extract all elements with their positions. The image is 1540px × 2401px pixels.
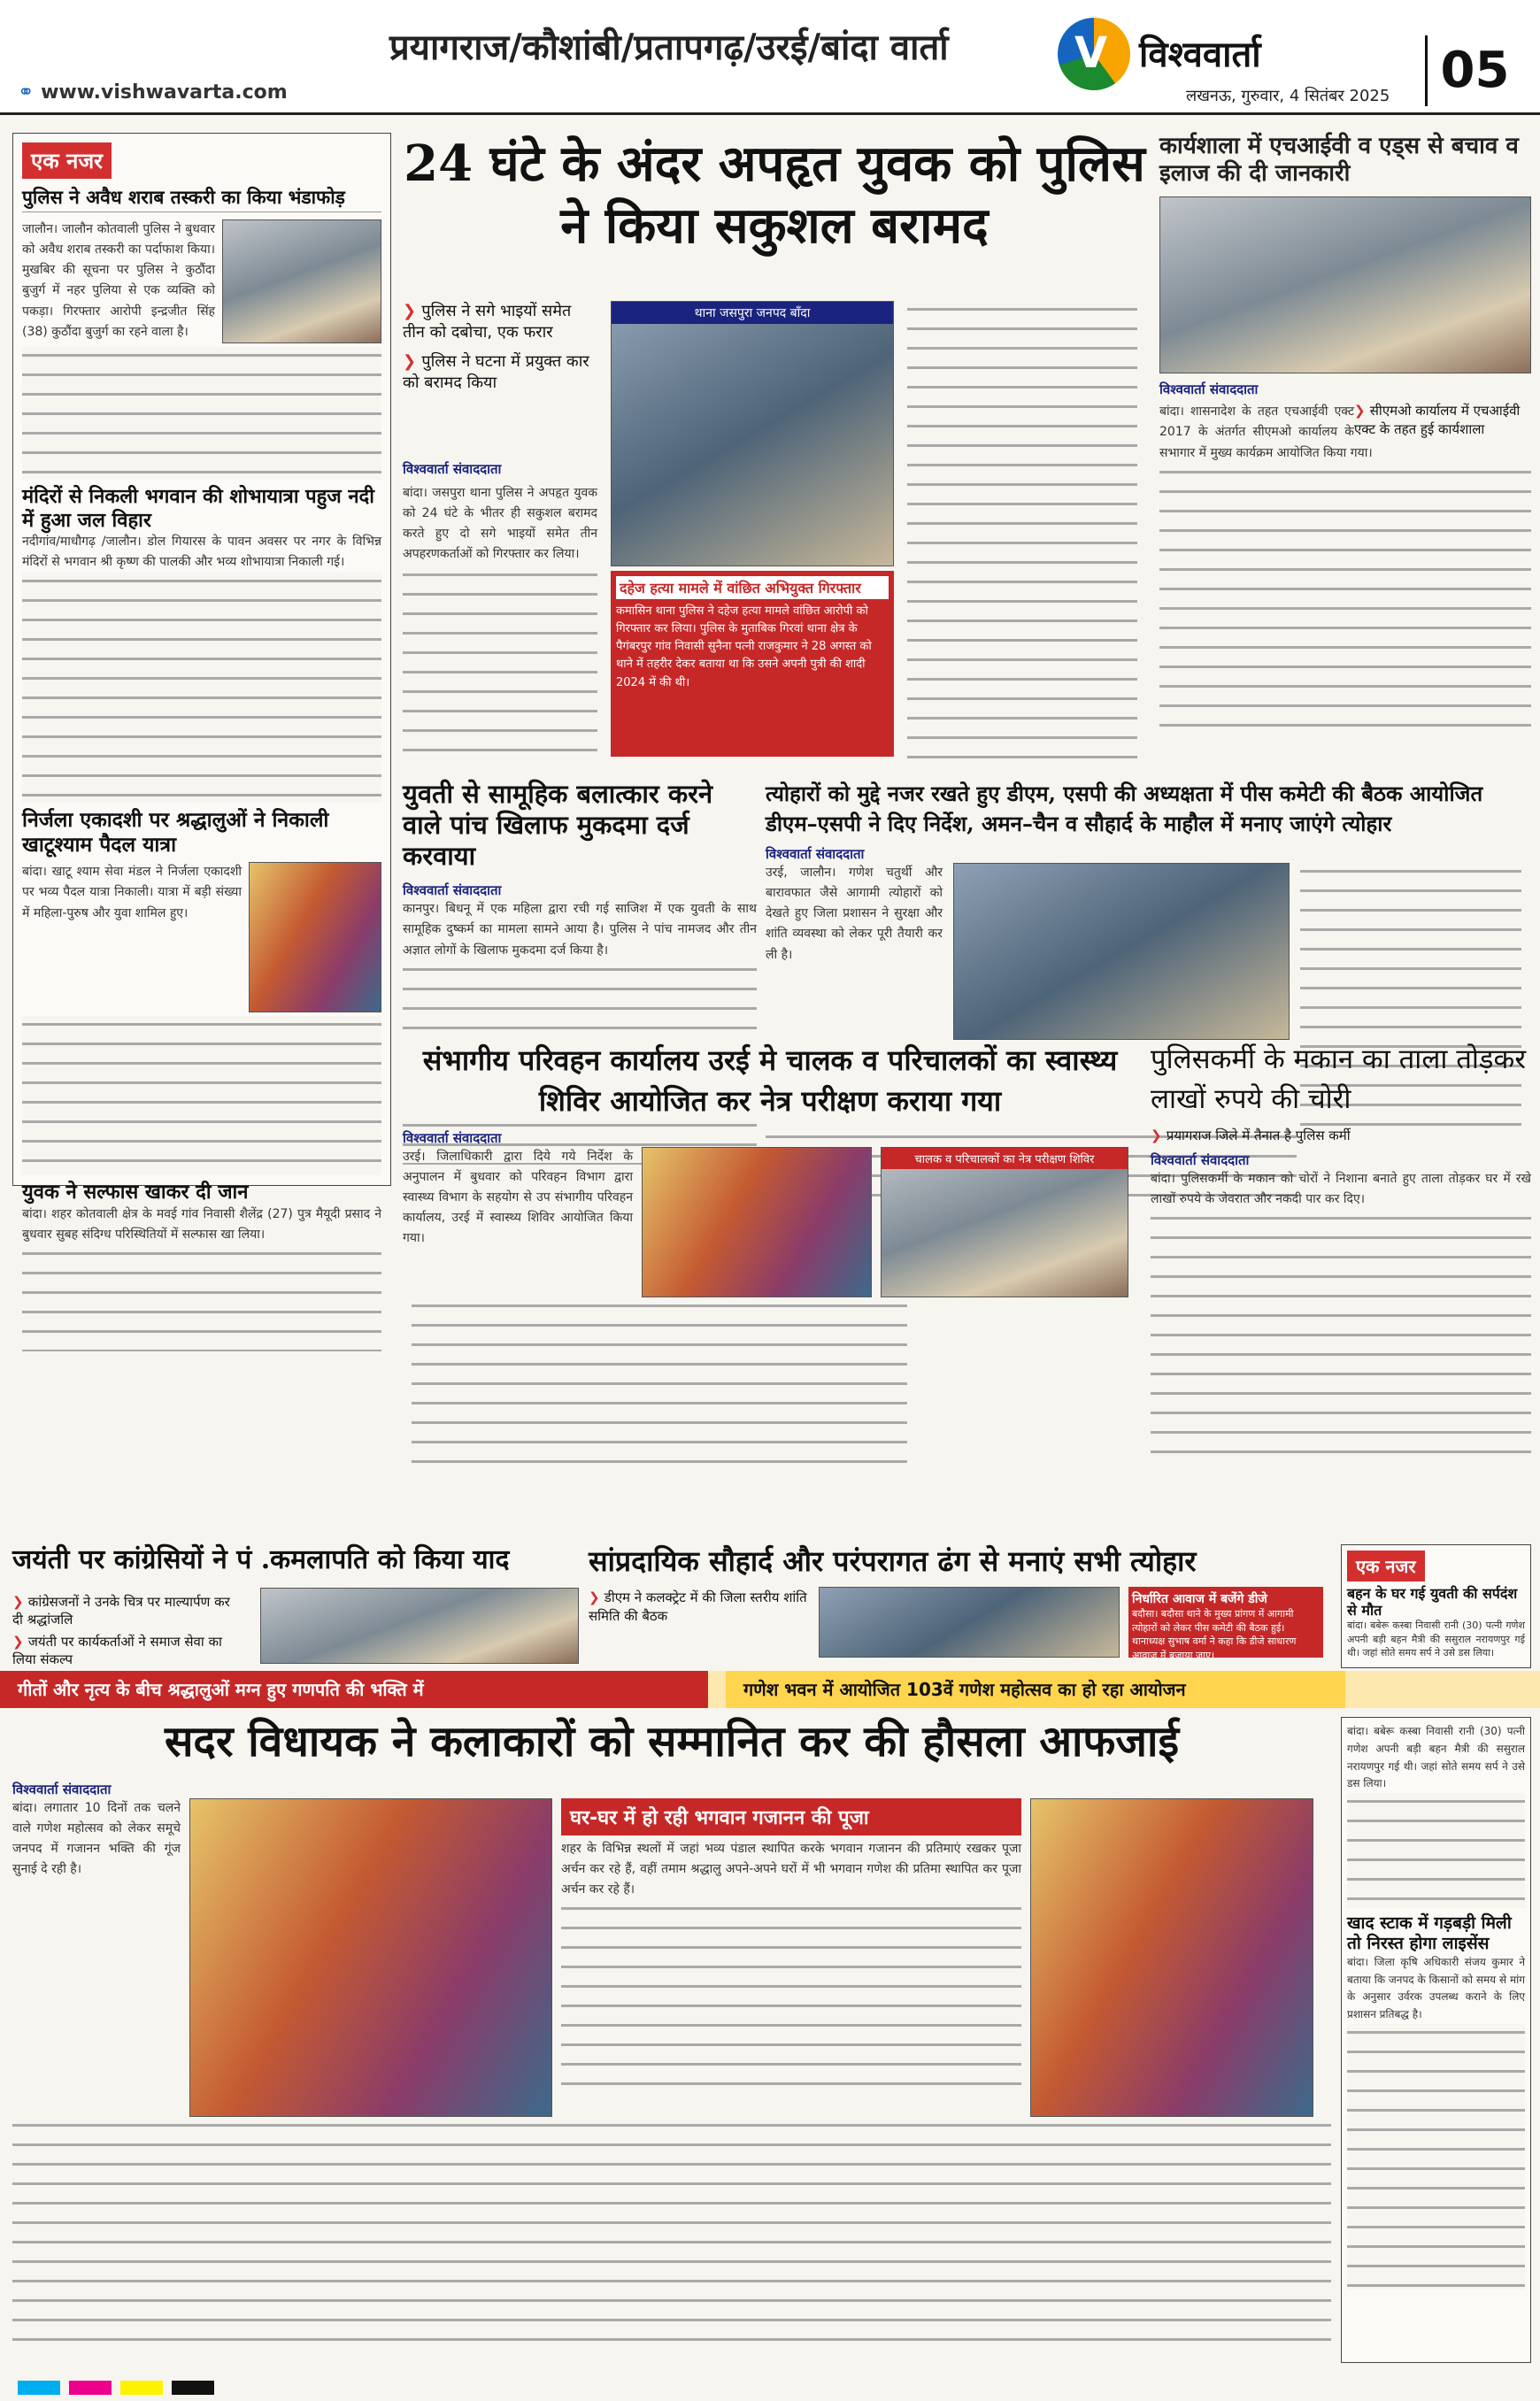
- story-headline[interactable]: सांप्रदायिक सौहार्द और परंपरागत ढंग से मनाएं सभी त्योहार: [589, 1544, 1197, 1578]
- story-lead: बांदा। खाटू श्याम सेवा मंडल ने निर्जला एकादशी पर भव्य पैदल यात्रा निकाली। यात्रा में बड़ी संख्या में महिला-पुरुष और युवा शामिल हुए।: [22, 865, 242, 920]
- red-box-caption: दहेज हत्या मामले में वांछित अभियुक्त गिरफ्तार: [616, 576, 889, 599]
- story-lead: कानपुर। बिधनू में एक महिला द्वारा रची गई साजिश में एक युवती के साथ सामूहिक दुष्कर्म का मामला सामने आया है। पुलिस ने पांच नामजद और तीन अज्ञात लोगों के खिलाफ मुकदमा दर्ज किया है।: [403, 902, 757, 958]
- red-box-caption: निर्धारित आवाज में बजेंगे डीजे: [1132, 1592, 1267, 1607]
- bullet-arrow-icon: ❯: [1151, 1127, 1167, 1143]
- story-body: [1159, 464, 1531, 729]
- story-headline[interactable]: युवती से सामूहिक बलात्कार करने वाले पांच खिलाफ मुकदमा दर्ज करवाया: [403, 779, 713, 871]
- bullet-item: [589, 1589, 810, 1625]
- story-photo: [819, 1587, 1120, 1658]
- puja-text: शहर के विभिन्न स्थलों में जहां भव्य पंडाल स्थापित करके भगवान गजानन की प्रतिमाएं रखकर पूजा अर्चन कर रहे हैं, वहीं तमाम श्रद्धालु अपने-अपने घरों में भी भगवान गणेश की प्रतिमा स्थापित कर पूजा अर्चन कर रहे हैं।: [561, 1841, 1021, 1897]
- story-body: [22, 1016, 381, 1175]
- left-ek-nazar-column: [12, 133, 391, 1242]
- bullet-text: पुलिस ने घटना में प्रयुक्त कार को बरामद किया: [403, 351, 589, 392]
- story-photo: [249, 862, 381, 1012]
- story-body: [12, 2117, 1331, 2347]
- kamlapati-body: [12, 1593, 579, 1667]
- byline: विश्ववार्ता संवाददाता: [1159, 381, 1259, 398]
- masthead: [0, 0, 1540, 115]
- story-body: [907, 301, 1137, 761]
- story-body: [1347, 2024, 1525, 2289]
- story-headline[interactable]: जयंती पर कांग्रेसियों ने पं .कमलापति को किया याद: [12, 1544, 510, 1575]
- puja-caption: घर-घर में हो रही भगवान गजानन की पूजा: [561, 1798, 1021, 1835]
- lead-headline[interactable]: 24 घंटे के अंदर अपहृत युवक को पुलिस ने किया सकुशल बरामद: [404, 135, 1145, 255]
- bullet-arrow-icon: ❯: [1354, 403, 1370, 419]
- story-body: [561, 1900, 1021, 2095]
- section-tag: एक नजर: [22, 142, 112, 179]
- story-body: [22, 1245, 381, 1351]
- strip-right: गणेश भवन में आयोजित 103वें गणेश महोत्सव का हो रहा आयोजन: [726, 1671, 1345, 1708]
- bullet-arrow-icon: ❯: [403, 302, 422, 320]
- lead-story: [403, 133, 1146, 770]
- festival-strip: [0, 1671, 1540, 1708]
- website-link[interactable]: [18, 81, 288, 104]
- story-lead: बांदा। पुलिसकर्मी के मकान को चोरों ने निशाना बनाते हुए ताला तोड़कर घर में रखे लाखों रुपये के जेवरात और नकदी पार कर दिए।: [1151, 1172, 1531, 1207]
- bullet-item: [1151, 1127, 1531, 1144]
- puja-box: [561, 1798, 1021, 2095]
- aids-story: [1159, 133, 1531, 770]
- red-box: [611, 571, 894, 757]
- story-lead: उरई। जिलाधिकारी द्वारा दिये गये निर्देश के अनुपालन में बुधवार को परिवहन विभाग द्वारा स्वास्थ्य विभाग के सहयोग से उप संभागीय परिवहन कार्यालय, उरई में स्वास्थ्य शिविर आयोजित किया गया।: [403, 1149, 633, 1246]
- story-headline[interactable]: सदर विधायक ने कलाकारों को सम्मानित कर की हौसला आफजाई: [164, 1717, 1180, 1766]
- story-headline[interactable]: त्योहारों को मुद्दे नजर रखते हुए डीएम, एसपी की अध्यक्षता में पीस कमेटी की बैठक आयोजित डीएम–एसपी ने दिए निर्देश, अमन–चैन व सौहार्द के माहौल में मनाए जाएंगे त्योहार: [766, 781, 1483, 836]
- red-box-text: बदौसा। बदौसा थाने के मुख्य प्रांगण में आगामी त्योहारों को लेकर पीस कमेटी की बैठक हुई। थानाध्यक्ष सुभाष वर्मा ने कहा कि डीजे साधारण आवाज में बजाया जाए।: [1132, 1608, 1297, 1661]
- bullet-item: [12, 1633, 243, 1669]
- story-lead: बांदा। लगातार 10 दिनों तक चलने वाले गणेश महोत्सव को लेकर समूचे जनपद में गजानन भक्ति की गूंज सुनाई दे रही है।: [12, 1800, 181, 1876]
- story-lead: नदीगांव/माधौगढ़ /जालौन। डोल गियारस के पावन अवसर पर नगर के विभिन्न मंदिरों से भगवान श्री कृष्ण की पालकी और भव्य शोभायात्रा निकाली गई।: [22, 534, 381, 570]
- red-box: [1128, 1587, 1323, 1661]
- story-headline[interactable]: संभागीय परिवहन कार्यालय उरई मे चालक व परिचालकों का स्वास्थ्य शिविर आयोजित कर नेत्र परीक्षण कराया गया: [403, 1040, 1137, 1122]
- byline: विश्ववार्ता संवाददाता: [403, 461, 502, 477]
- right-ek-nazar-column: [1341, 1544, 1531, 1668]
- lead-photo: [611, 301, 894, 566]
- story-photo: [881, 1147, 1128, 1297]
- story-lead: बांदा। बबेरू कस्बा निवासी रानी (30) पत्नी गणेश अपनी बड़ी बहन मैत्री की ससुराल नरायणपुर गई थी। जहां सोते समय सर्प ने उसे डस लिया।: [1347, 1725, 1525, 1790]
- story-body: [22, 573, 381, 803]
- story-lead: जालौन। जालौन कोतवाली पुलिस ने बुधवार को अवैध शराब तस्करी का पर्दाफाश किया। मुखबिर की सूचना पर पुलिस ने कुठौंदा बुजुर्ग में नहर पुलिया से एक व्यक्ति को पकड़ा। गिरफ्तार आरोपी इन्द्रजीत सिंह (38) कुठौंदा बुजुर्ग का रहने वाला है।: [22, 222, 215, 339]
- bullet-arrow-icon: ❯: [12, 1594, 28, 1610]
- byline: विश्ववार्ता संवाददाता: [766, 846, 865, 863]
- bullet-text: जयंती पर कार्यकर्ताओं ने समाज सेवा का लिया संकल्प: [12, 1633, 222, 1667]
- story-headline[interactable]: मंदिरों से निकली भगवान की शोभायात्रा पहुज नदी में हुआ जल विहार: [22, 485, 374, 532]
- story-lead: बांदा। जसपुरा थाना पुलिस ने अपहृत युवक को 24 घंटे के भीतर ही सकुशल बरामद करते हुए दो सगे भाइयों समेत तीन अपहरणकर्ताओं को गिरफ्तार कर लिया।: [403, 486, 597, 562]
- bullet-arrow-icon: ❯: [589, 1589, 604, 1606]
- byline: विश्ववार्ता संवाददाता: [1151, 1152, 1250, 1169]
- theft-story: [1151, 1040, 1531, 1535]
- region-title: प्रयागराज/कौशांबी/प्रतापगढ़/उरई/बांदा वार्ता: [389, 27, 949, 68]
- story-body: [403, 566, 597, 761]
- red-box-text: कमासिन थाना पुलिस ने दहेज हत्या मामले वांछित आरोपी को गिरफ्तार कर लिया। पुलिस के मुताबिक गिरवां थाना क्षेत्र के पैगंबरपुर गांव निवासी सुनैना पत्नी राजकुमार ने 28 अगस्त को थाने में तहरीर देकर बताया था कि उसने अपनी पुत्री की शादी 2024 में की थी।: [616, 604, 872, 689]
- byline: विश्ववार्ता संवाददाता: [12, 1781, 112, 1797]
- photo-banner: थाना जसपुरा जनपद बाँदा: [612, 302, 893, 324]
- story-headline[interactable]: बहन के घर गई युवती की सर्पदंश से मौत: [1347, 1585, 1518, 1620]
- bullet-text: पुलिस ने सगे भाइयों समेत तीन को दबोचा, एक फरार: [403, 302, 572, 342]
- bullet-text: डीएम ने कलक्ट्रेट में की जिला स्तरीय शांति समिति की बैठक: [589, 1589, 807, 1624]
- byline: विश्ववार्ता संवाददाता: [403, 882, 502, 899]
- story-photo: [260, 1588, 579, 1664]
- bullet-text: सीएमओ कार्यालय में एचआईवी एक्ट के तहत हुई कार्यशाला: [1354, 403, 1521, 437]
- right-lower-column: [1341, 1717, 1531, 2363]
- mla-story: [12, 1717, 1331, 2363]
- bullet-item: [403, 301, 597, 344]
- dateline: लखनऊ, गुरुवार, 4 सितंबर 2025: [1186, 87, 1390, 105]
- story-headline[interactable]: कार्यशाला में एचआईवी व एड्स से बचाव व इलाज की दी जानकारी: [1159, 133, 1519, 188]
- bullet-arrow-icon: ❯: [12, 1633, 28, 1650]
- story-body: [1151, 1210, 1531, 1458]
- story-headline[interactable]: निर्जला एकादशी पर श्रद्धालुओं ने निकाली खाटूश्याम पैदल यात्रा: [22, 808, 329, 857]
- story-photo: [642, 1147, 872, 1297]
- brand-name: विश्ववार्ता: [1139, 35, 1261, 75]
- story-photo: [953, 863, 1290, 1040]
- story-photo: [1159, 196, 1531, 373]
- transport-story: [403, 1040, 1137, 1535]
- strip-left: गीतों और नृत्य के बीच श्रद्धालुओं मग्न हुए गणपति की भक्ति में: [0, 1671, 708, 1708]
- section-tag: एक नजर: [1347, 1551, 1425, 1581]
- bullet-arrow-icon: ❯: [403, 351, 422, 371]
- photo-banner: चालक व परिचालकों का नेत्र परीक्षण शिविर: [882, 1148, 1128, 1169]
- story-headline[interactable]: खाद स्टाक में गड़बड़ी मिली तो निरस्त होगा लाइसेंस: [1347, 1913, 1512, 1953]
- story-body: [22, 347, 381, 480]
- story-lead: बांदा। बबेरू कस्बा निवासी रानी (30) पत्नी गणेश अपनी बड़ी बहन मैत्री की ससुराल नरायणपुर गई थी। जहां सोते समय सर्प ने उसे डस लिया।: [1347, 1620, 1525, 1659]
- story-photo: [189, 1798, 552, 2117]
- story-photo: [222, 219, 381, 343]
- lead-bullets: [403, 301, 597, 394]
- story-lead: उरई, जालौन। गणेश चतुर्थी और बारावफात जैसे आगामी त्योहारों को देखते हुए जिला प्रशासन ने सुरक्षा और शांति व्यवस्था को लेकर पूरी तैयारी कर ली है।: [766, 866, 943, 962]
- bullet-item: [12, 1593, 243, 1629]
- story-lead: बांदा। शहर कोतवाली क्षेत्र के मवई गांव निवासी शैलेंद्र (27) पुत्र मैयूदी प्रसाद ने बुधवार सुबह संदिग्ध परिस्थितियों में सल्फास खा लिया।: [22, 1206, 381, 1242]
- logo-mark-icon: [1058, 18, 1130, 90]
- story-body: [1347, 1793, 1525, 1908]
- harmony-story: [589, 1544, 1332, 1668]
- page-number: 05: [1425, 35, 1522, 106]
- bullet-item: [1354, 402, 1531, 438]
- story-lead: बांदा। शासनादेश के तहत एचआईवी एक्ट 2017 के अंतर्गत सीएमओ कार्यालय के सभागार में मुख्य कार्यक्रम आयोजित किया गया।: [1159, 404, 1373, 460]
- story-lead: बांदा। जिला कृषि अधिकारी संजय कुमार ने बताया कि जनपद के किसानों को समय से मांग के अनुसार उर्वरक उपलब्ध कराने के लिए प्रशासन प्रतिबद्ध है।: [1347, 1955, 1525, 2021]
- story-headline[interactable]: पुलिसकर्मी के मकान का ताला तोड़कर लाखों रुपये की चोरी: [1151, 1043, 1526, 1115]
- website-url: www.vishwavarta.com: [41, 81, 288, 104]
- story-headline[interactable]: पुलिस ने अवैध शराब तस्करी का किया भंडाफोड़: [22, 186, 381, 212]
- story-headline[interactable]: युवक ने सल्फास खाकर दी जान: [22, 1181, 249, 1204]
- web-icon: ⚭: [18, 81, 42, 104]
- logo-letter: V: [1074, 28, 1108, 78]
- byline: विश्ववार्ता संवाददाता: [403, 1129, 502, 1146]
- bullet-item: [403, 351, 597, 395]
- story-photo: [1030, 1798, 1313, 2117]
- story-body: [412, 1297, 907, 1474]
- bullet-text: कांग्रेसजनों ने उनके चित्र पर माल्यार्पण कर दी श्रद्धांजलि: [12, 1594, 230, 1628]
- bullet-text: प्रयागराज जिले में तैनात है पुलिस कर्मी: [1166, 1127, 1351, 1143]
- print-color-bar: [18, 2381, 1522, 2398]
